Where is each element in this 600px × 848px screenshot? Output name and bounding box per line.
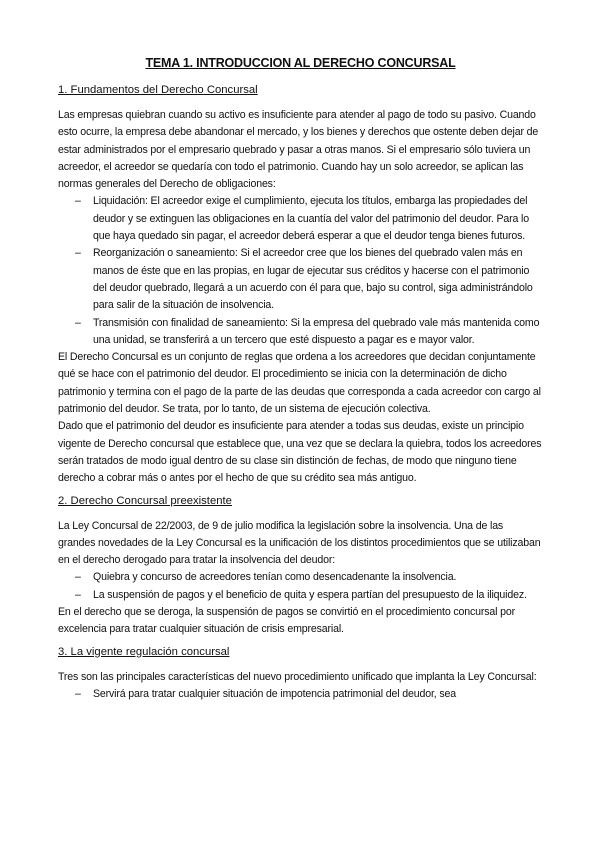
document-page xyxy=(58,56,543,703)
paragraph: Dado que el patrimonio del deudor es insuficiente para atender a todas sus deudas, existe un principio vigente de Derecho concursal que establece que, una vez que se declara la quiebra, todos los acreedores serán tratados de modo igual dentro de su clase sin distinción de fechas, de modo que ninguno tiene derecho a cobrar más o antes por el hecho de que su crédito sea más antiguo. xyxy=(58,420,542,485)
list-item-text: Servirá para tratar cualquier situación de impotencia patrimonial del deudor, sea xyxy=(93,687,456,700)
list-item xyxy=(75,686,543,703)
list-item xyxy=(75,569,543,586)
bullet-list xyxy=(58,569,543,604)
document-title: TEMA 1. INTRODUCCION AL DERECHO CONCURSAL xyxy=(145,56,456,70)
paragraph: Tres son las principales características del nuevo procedimiento unificado que implanta la Ley Concursal: xyxy=(58,670,537,683)
list-item-text: Quiebra y concurso de acreedores tenían como desencadenante la insolvencia. xyxy=(93,571,457,584)
list-item xyxy=(75,193,543,245)
section-1 xyxy=(58,83,543,488)
dash-marker: – xyxy=(75,588,81,601)
dash-marker: – xyxy=(75,687,81,700)
paragraph: En el derecho que se deroga, la suspensión de pagos se convirtió en el procedimiento concursal por excelencia para tratar cualquier situación de crisis empresarial. xyxy=(58,606,516,636)
section-2 xyxy=(58,494,543,639)
list-item xyxy=(75,587,543,604)
section-heading: 1. Fundamentos del Derecho Concursal xyxy=(58,84,258,96)
paragraph: Las empresas quiebran cuando su activo es insuficiente para atender al pago de todo su pasivo. Cuando esto ocurre, la empresa debe abandonar el mercado, y los bienes y derechos que ostente deben dejar de estar administrados por el empresario quebrado y pasar a otras manos. Si el empresario sólo tuviera un acreedor, el acreedor se quedaría con todo el patrimonio. Cuando hay un solo acreedor, se aplican las normas generales del Derecho de obligaciones: xyxy=(58,109,539,191)
list-item-text: Liquidación: El acreedor exige el cumplimiento, ejecuta los títulos, embarga las propiedades del deudor y se extinguen las obligaciones en la cuantía del valor del patrimonio del deudor. Para lo que haya quedado sin pagar, el acreedor deberá esperar a que el deudor tenga bienes futuros. xyxy=(93,195,529,243)
list-item xyxy=(75,315,543,350)
bullet-list xyxy=(58,686,543,703)
bullet-list xyxy=(58,193,543,349)
list-item xyxy=(75,245,543,314)
list-item-text: Transmisión con finalidad de saneamiento: Si la empresa del quebrado vale más mantenida como una unidad, se transferirá a un tercero que esté dispuesto a pagar es e mayor valor. xyxy=(93,316,540,346)
section-3 xyxy=(58,645,543,704)
list-item-text: Reorganización o saneamiento: Si el acreedor cree que los bienes del quebrado valen más en manos de éste que en las propias, en lugar de ejecutar sus créditos y hacerse con el patrimonio del deudor quebrado, llegará a un acuerdo con él para que, bajo su control, siga administrándolo para salir de la situación de insolvencia. xyxy=(93,247,533,312)
dash-marker: – xyxy=(75,571,81,584)
section-heading: 3. La vigente regulación concursal xyxy=(58,645,230,658)
paragraph: El Derecho Concursal es un conjunto de reglas que ordena a los acreedores que decidan conjuntamente qué se hace con el patrimonio del deudor. El procedimiento se inicia con la determinación de dicho patrimonio y termina con el pago de la parte de las deudas que corresponda a cada acreedor con cargo al patrimonio del deudor. Se trata, por lo tanto, de un sistema de ejecución colectiva. xyxy=(58,351,541,416)
section-heading: 2. Derecho Concursal preexistente xyxy=(58,494,232,507)
dash-marker: – xyxy=(75,195,81,208)
list-item-text: La suspensión de pagos y el beneficio de quita y espera partían del presupuesto de la iliquidez. xyxy=(93,588,527,601)
paragraph: La Ley Concursal de 22/2003, de 9 de julio modifica la legislación sobre la insolvencia. Una de las grandes novedades de la Ley Concursal es la unificación de los distintos procedimientos que se utilizaban en el derecho derogado para tratar la insolvencia del deudor: xyxy=(58,519,541,567)
dash-marker: – xyxy=(75,247,81,260)
dash-marker: – xyxy=(75,316,81,329)
